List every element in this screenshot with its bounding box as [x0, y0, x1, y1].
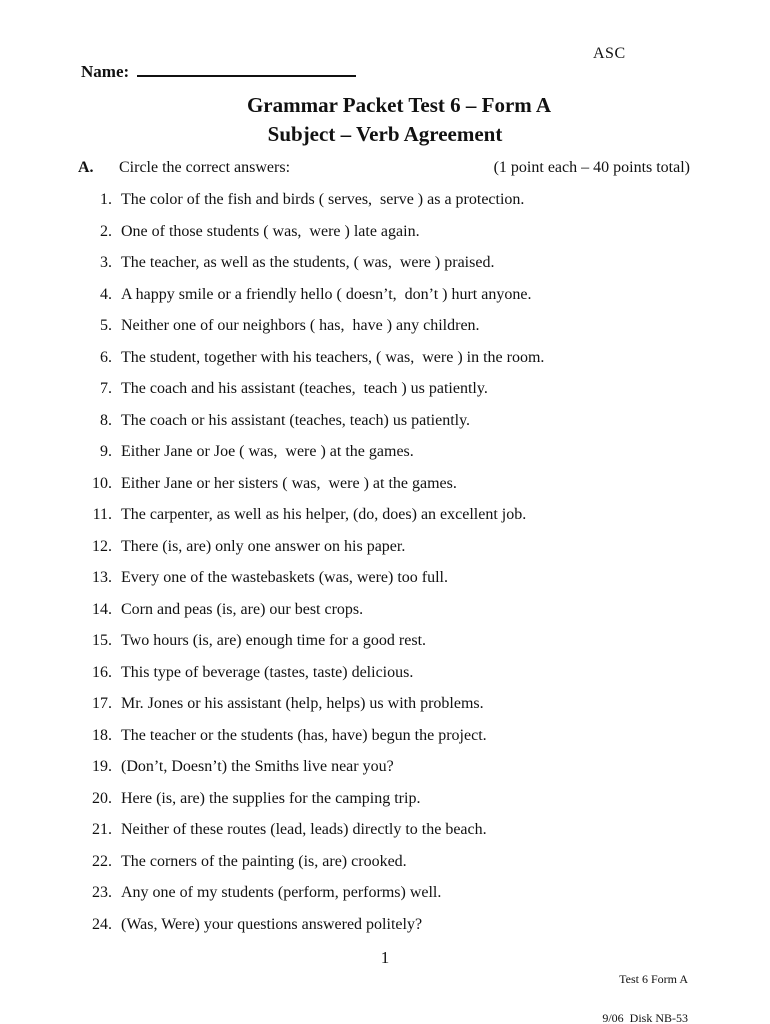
question-item [80, 285, 730, 304]
question-item [80, 883, 730, 902]
question-item [80, 600, 730, 619]
question-item [80, 222, 730, 241]
question-number: 14. [92, 600, 112, 618]
question-number: 17. [92, 695, 112, 712]
question-text: The color of the fish and birds ( serves, serve ) as a protection. [121, 191, 525, 208]
question-number: 11. [92, 506, 112, 523]
question-item [80, 505, 730, 524]
question-number: 6. [100, 348, 112, 366]
question-text: (Don’t, Doesn’t) the Smiths live near you? [121, 758, 394, 775]
question-number: 23. [92, 884, 112, 901]
section-left [78, 159, 290, 177]
question-number: 10. [92, 474, 112, 492]
question-item [80, 411, 730, 430]
footer-doc-id-line1: Test 6 Form A [619, 972, 688, 986]
org-label: ASC [593, 45, 626, 62]
question-item [80, 820, 730, 839]
question-number: 22. [92, 852, 112, 870]
question-number: 8. [100, 411, 112, 429]
question-item [80, 915, 730, 934]
question-item [80, 537, 730, 556]
question-item [80, 694, 730, 713]
question-number: 19. [92, 758, 112, 775]
question-text: The corners of the painting (is, are) crooked. [121, 852, 407, 870]
question-text: Corn and peas (is, are) our best crops. [121, 600, 364, 618]
question-item [80, 316, 730, 335]
section-header [78, 159, 690, 177]
question-item [80, 852, 730, 871]
name-label: Name: [81, 62, 130, 81]
question-text: Every one of the wastebaskets (was, were) too full. [121, 569, 448, 586]
question-item [80, 348, 730, 367]
question-text: This type of beverage (tastes, taste) delicious. [121, 663, 414, 681]
question-item [80, 379, 730, 398]
question-text: The coach or his assistant (teaches, teach) us patiently. [121, 411, 471, 429]
footer-doc-id [602, 947, 688, 1024]
question-item [80, 663, 730, 682]
question-text: Two hours (is, are) enough time for a good rest. [121, 632, 427, 649]
question-item [80, 631, 730, 650]
question-text: Either Jane or Joe ( was, were ) at the games. [121, 443, 414, 460]
question-item [80, 190, 730, 209]
section-instruction: Circle the correct answers: [119, 159, 291, 176]
question-item [80, 757, 730, 776]
page-number: 1 [380, 948, 390, 967]
name-blank-line [137, 60, 356, 77]
question-text: (Was, Were) your questions answered politely? [121, 915, 423, 933]
question-text: The carpenter, as well as his helper, (do, does) an excellent job. [121, 506, 527, 523]
question-text: The coach and his assistant (teaches, teach ) us patiently. [121, 380, 488, 397]
footer-doc-id-line2: 9/06 Disk NB-53 [602, 1011, 688, 1024]
question-text: One of those students ( was, were ) late again. [121, 222, 420, 240]
question-number: 13. [92, 569, 112, 586]
question-item [80, 253, 730, 272]
name-row [81, 60, 356, 82]
question-number: 24. [92, 915, 112, 933]
question-item [80, 474, 730, 493]
document-subtitle: Subject – Verb Agreement [267, 122, 503, 146]
question-text: Mr. Jones or his assistant (help, helps) us with problems. [121, 695, 484, 712]
question-number: 20. [92, 789, 112, 807]
question-number: 3. [100, 254, 112, 271]
question-number: 15. [92, 632, 112, 649]
question-text: The teacher, as well as the students, ( was, were ) praised. [121, 254, 495, 271]
question-text: There (is, are) only one answer on his paper. [121, 537, 406, 555]
question-text: Either Jane or her sisters ( was, were ) at the games. [121, 474, 457, 492]
question-text: Here (is, are) the supplies for the camping trip. [121, 789, 421, 807]
question-item [80, 726, 730, 745]
question-number: 1. [100, 191, 112, 208]
question-number: 16. [92, 663, 112, 681]
section-letter: A. [78, 159, 94, 176]
question-item [80, 442, 730, 461]
question-text: A happy smile or a friendly hello ( doesn’t, don’t ) hurt anyone. [121, 285, 532, 303]
question-item [80, 568, 730, 587]
question-list [80, 190, 730, 946]
question-text: The teacher or the students (has, have) begun the project. [121, 726, 487, 744]
question-number: 12. [92, 537, 112, 555]
question-number: 9. [100, 443, 112, 460]
question-number: 7. [100, 380, 112, 397]
question-text: Neither of these routes (lead, leads) directly to the beach. [121, 821, 487, 838]
question-number: 18. [92, 726, 112, 744]
question-number: 2. [100, 222, 112, 240]
document-title: Grammar Packet Test 6 – Form A [246, 93, 552, 117]
question-text: The student, together with his teachers, ( was, were ) in the room. [121, 348, 545, 366]
question-text: Any one of my students (perform, performs) well. [121, 884, 442, 901]
question-item [80, 789, 730, 808]
points-note: (1 point each – 40 points total) [493, 159, 690, 176]
question-number: 5. [100, 317, 112, 334]
question-number: 21. [92, 821, 112, 838]
question-text: Neither one of our neighbors ( has, have ) any children. [121, 317, 480, 334]
question-number: 4. [100, 285, 112, 303]
